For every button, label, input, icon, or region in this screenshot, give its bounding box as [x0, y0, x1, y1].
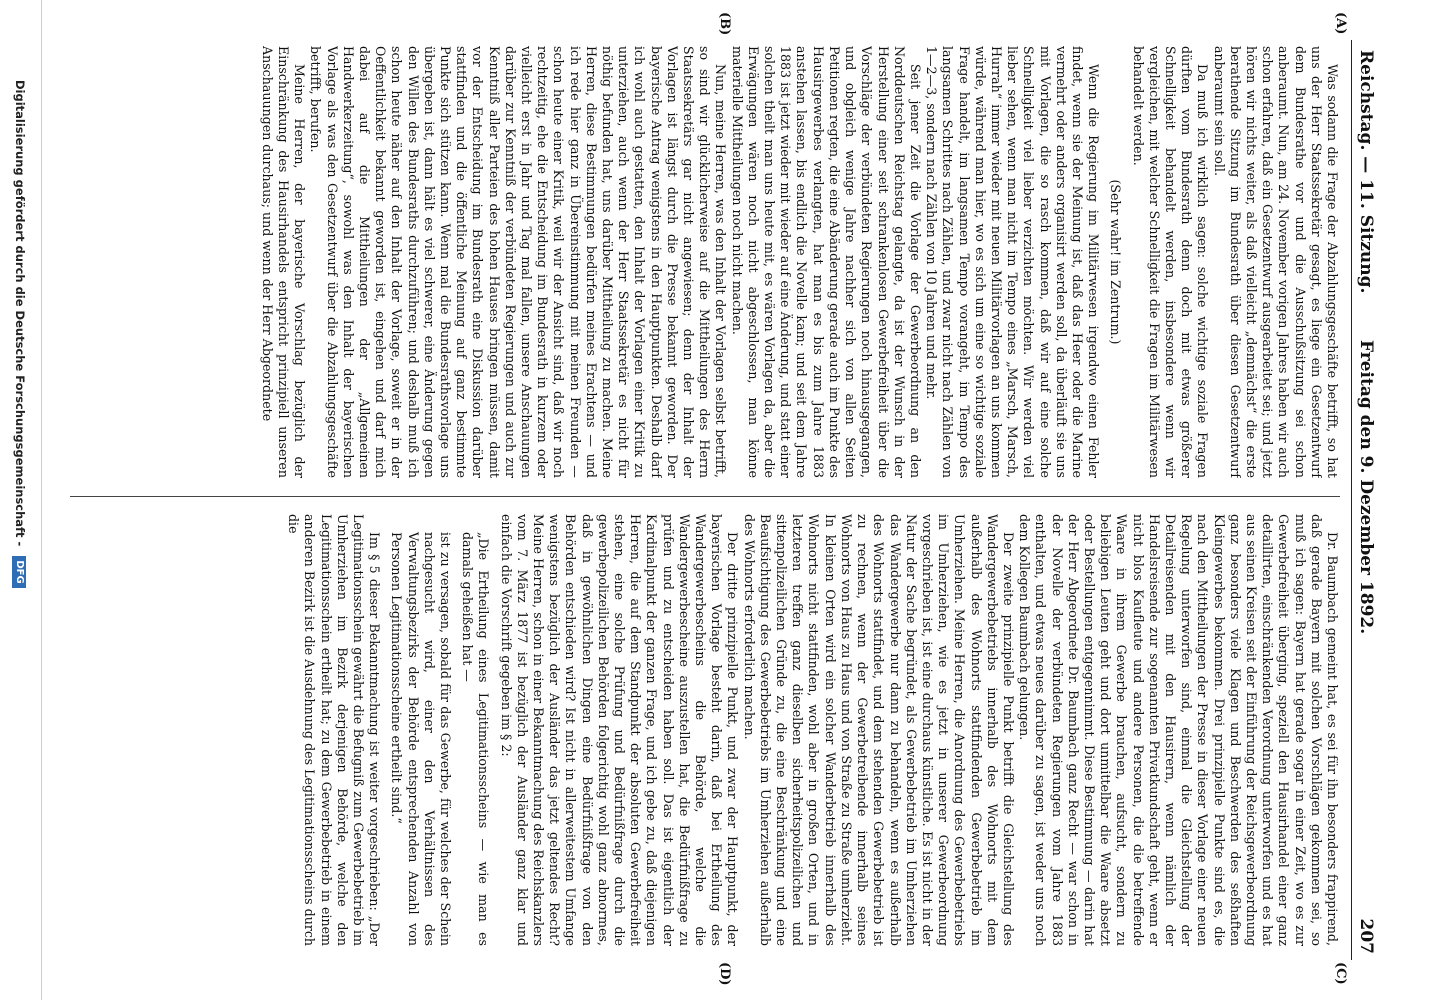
paragraph: Meine Herren, der bayerische Vorschlag bezüglich der Einschränkung des Hausirhandels entspricht prinzipiell unseren Anschauungen durchaus; und wenn der Herr Abgeordnete — [259, 46, 308, 478]
digitization-text: Digitalisierung gefördert durch die Deutsche Forschungsgemeinschaft - — [13, 80, 27, 547]
paragraph: Dr. Baumbach gemeint hat, es sei für ihn besonders frappirend, daß gerade Bayern mit solchen Vorschlägen gekommen sei, so muß ich sagen: Bayern hat gerade sogar in einer Zeit, wo es zur Gewerbefreiheit überging, speziell den Hausirhandel einer ganz detaillirten, einschränkenden Verordnung unterworfen und es hat aus seinen Kreisen seit der Einführung der Reichsgewerbeordnung ganz besonders viele Klagen und Beschwerden des seßhaften Kleingewerbes bekommen. Drei prinzipielle Punkte sind es, die nach den Mittheilungen der Presse in dieser Vorlage einer neuen Regelung unterworfen sind, einmal die Gleichstellung der Detailreisenden mit den Hausirern, wenn nämlich der Handelsreisende zur sogenannten Privatkundschaft geht, wenn er nicht blos Kaufleute und andere Personen, die die betreffende Waare in ihrem Gewerbe brauchen, aufsucht, sondern zu beliebigen Leuten geht und dort unmittelbar die Waare absetzt oder Bestellungen entgegennimmt. Diese Bestimmung — darin hat der Herr Abgeordnete Dr. Baumbach ganz Recht — war schon in der Novelle der verbündeten Regierungen vom Jahre 1883 enthalten, und etwas neues darüber zu sagen, ist weder uns noch dem Kollegen Baumbach gelungen. — [1017, 514, 1340, 946]
paragraph: Was sodann die Frage der Abzahlungsgeschäfte betrifft, so hat uns der Herr Staatssekretär gesagt, es liege ein Gesetzentwurf dem Bundesrathe vor und die Ausschußsitzung sei schon anberaumt. Nun, am 24. November vorigen Jahres haben wir auch schon erfahren, daß ein Gesetzentwurf ausgearbeitet sei; und jetzt hören wir nichts weiter, als daß vielleicht „demnächst“ die erste berathende Sitzung im Bundesrath über diesen Gesetzentwurf anberaumt sein soll. — [1211, 46, 1340, 478]
left-column — [60, 46, 1340, 478]
interjection: (Sehr wahr! im Zentrum.) — [1108, 179, 1124, 345]
paragraph: Da muß ich wirklich sagen: solche wichtige soziale Fragen dürften vom Bundesrath denn doch mit etwas größerer Schnelligkeit behandelt werden, insbesondere wenn wir vergleichen, mit welcher Schnelligkeit die Fragen im Militärwesen behandelt werden. — [1130, 46, 1211, 478]
right-column — [60, 514, 1340, 946]
quotation: „Die Ertheilung eines Legitimationsscheins — wie man es damals geheißen hat — — [460, 532, 492, 946]
paragraph: Im § 5 dieser Bekanntmachung ist weiter vorgeschrieben: „Der Legitimationsschein gewährt die Befugniß zum Gewerbebetrieb im Umherziehen im Bezirk derjenigen Behörde, welche den Legitimationsschein ertheilt hat; zu dem Gewerbebetrieb in einem anderen Bezirk ist die Ausdehnung des Legitimationsscheins durch die — [286, 514, 383, 946]
page-number: 207 — [1356, 918, 1376, 954]
paragraph: Seit jener Zeit die Vorlage der Gewerbeordnung an den Norddeutschen Reichstag gelangte, da ist der Wunsch in der Herstellung einer seit schrankenlosen Gewerbefreiheit über die Vorschläge der verbündeten Regierungen noch hinausgegangen, und obgleich wenige Jahre nachher sich von allen Seiten Petitionen regten, die eine Abänderung gerade auch im Punkte des Hausirgewerbes verlangten, hat man es bis zum Jahre 1883 anstehen lassen, bis endlich die Novelle kam; und seit dem Jahre 1883 ist jetzt wieder mit wieder auf eine Änderung, und statt einer solchen theilt man uns heute mit, es wären Vorlagen da, aber die Erwägungen wären noch nicht abgeschlossen, man könne materielle Mittheilungen noch nicht machen. — [729, 46, 923, 478]
quotation: ist zu versagen, sobald für das Gewerbe, für welches der Schein nachgesucht wird, einer den Verhältnissen des Verwaltungsbezirks der Behörde entsprechenden Anzahl von Personen Legitimationsscheine ertheilt sind.“ — [389, 532, 454, 946]
margin-letter-a: (A) — [1333, 12, 1348, 35]
paragraph: Der zweite prinzipielle Punkt betrifft die Gleichstellung des Wandergewerbebetriebs innerhalb des Wohnorts mit dem außerhalb des Wohnorts stattfindenden Gewerbebetrieb im Umherziehen. Meine Herren, die Anordnung des Gewerbebetriebs im Umherziehen, wie es jetzt in unserer Gewerbeordnung vorgeschrieben ist, ist eine durchaus künstliche. Es ist nicht in der Natur der Sache begründet, als Gewerbebetrieb im Umherziehen das Wandergewerbe nur dann zu behandeln, wenn es außerhalb des Wohnorts stattfindet, und dem stehenden Gewerbebetrieb ist zu rechnen, wenn der Gewerbetreibende innerhalb seines Wohnorts von Haus zu Haus und von Straße zu Straße umherzieht. In kleinen Orten wird ein solcher Wanderbetrieb innerhalb des Wohnorts nicht stattfinden, wohl aber in großen Orten, und in letzteren treffen ganz dieselben sicherheitspolizeilichen und sittenpolizeilichen Gründe zu, die eine Beschränkung und eine Beaufsichtigung des Gewerbebetriebs im Umherziehen außerhalb des Wohnorts erforderlich machen. — [741, 514, 1016, 946]
header-title: Reichstag. — 11. Sitzung. — [1356, 50, 1376, 294]
column-divider — [70, 496, 1340, 497]
digitization-notice — [0, 0, 42, 1000]
paragraph: Wenn die Regierung im Militärwesen irgendwo einen Fehler findet, wenn sie der Meinung ist, daß das Heer oder die Marine vermehrt oder anders organisirt werden soll, da überläuft sie uns mit Vorlagen, die so rasch kommen, daß wir auf eine solche Schnelligkeit viel lieber verzichten möchten. Wir werden viel lieber sehen, wenn man nicht im Tempo eines „Marsch, Marsch, Hurrah“ immer wieder mit neuen Militärvorlagen an uns kommen würde, während man hier, wo es sich um eine so wichtige soziale Frage handelt, im langsamen Tempo vorangeht, im Tempo des langsamen Schrittes nach Zählen, und zwar nicht nach Zählen von 1—2—3, sondern nach Zählen von 10 Jahren und mehr. — [924, 46, 1102, 478]
margin-letter-d: (D) — [717, 962, 732, 986]
margin-letter-c: (C) — [1333, 962, 1348, 985]
paragraph: Nun, meine Herren, was den Inhalt der Vorlagen selbst betrifft, so sind wir glücklicherweise auf die Mittheilungen des Herrn Staatssekretärs gar nicht angewiesen; denn der Inhalt der Vorlagen ist längst durch die Presse bekannt geworden. Der bayerische Antrag wenigstens in den Hauptpunkten. Deshalb darf ich wohl auch gestatten, den Inhalt der Vorlagen einer Kritik zu unterziehen, auch wenn der Herr Staatssekretär es nicht für nöthig befunden hat, uns darüber Mittheilung zu machen. Meine Herren, diese Bestimmungen bedürfen meines Erachtens — und ich rede hier ganz in Übereinstimmung mit meinen Freunden — schon heute einer Kritik, weil wir der Ansicht sind, daß wir noch rechtzeitig, ehe die Entscheidung im Bundesrath in kurzem oder vielleicht erst in Jahr und Tag mal fallen, unsere Anschauungen darüber zur Kenntniß der verbündeten Regierungen und auch zur Kenntniß aller Parteien des hohen Hauses bringen müssen, damit vor der Entscheidung im Bundesrath eine Diskussion darüber stattfinden und die öffentliche Meinung auf ganz bestimmte Punkte sich stützen kann. Wenn mal die Bundesrathsvorlage uns übergeben ist, dann hält es viel schwerer, eine Änderung gegen den Willen des Bundesraths durchzuführen; und deshalb muß ich schon heute näher auf den Inhalt der Vorlage, soweit er in der Oeffentlichkeit bekannt geworden ist, eingehen und darf mich dabei auf die Mittheilungen der „Allgemeinen Handwerkerzeitung“, sowohl was den Inhalt der bayerischen Vorlage als was den Gesetzentwurf über die Abzahlungsgeschäfte betrifft, berufen. — [308, 46, 729, 478]
page-header — [1351, 40, 1380, 960]
dfg-logo: DFG — [13, 556, 27, 587]
header-date: Freitag den 9. Dezember 1892. — [1356, 340, 1376, 635]
paragraph: Der dritte prinzipielle Punkt, und zwar der Hauptpunkt, der bayerischen Vorlage besteht darin, daß bei Ertheilung des Wandergewerbescheins die Behörde, welche die Wandergewerbescheine auszustellen hat, die Bedürfnißfrage zu prüfen und zu entscheiden haben soll. Das ist eigentlich der Kardinalpunkt der ganzen Frage, und ich gebe zu, daß diejenigen Herren, die auf dem Standpunkt der absoluten Gewerbefreiheit stehen, eine solche Prüfung und Bedürfnißfrage durch die gewerbepolizeilichen Behörden folgerichtig wohl ganz abnormes, daß in gewöhnlichen Dingen eine Bedürfnißfrage von den Behörden entschieden wird? Ist nicht in allerweitestem Umfange wenigstens bezüglich der Ausländer das jetzt geltendes Recht? Meine Herren, schon in einer Bekanntmachung des Reichskanzlers vom 7. März 1877 ist bezüglich der Ausländer ganz klar und einfach die Vorschrift gegeben im § 2: — [498, 514, 741, 946]
margin-letter-b: (B) — [717, 12, 732, 36]
